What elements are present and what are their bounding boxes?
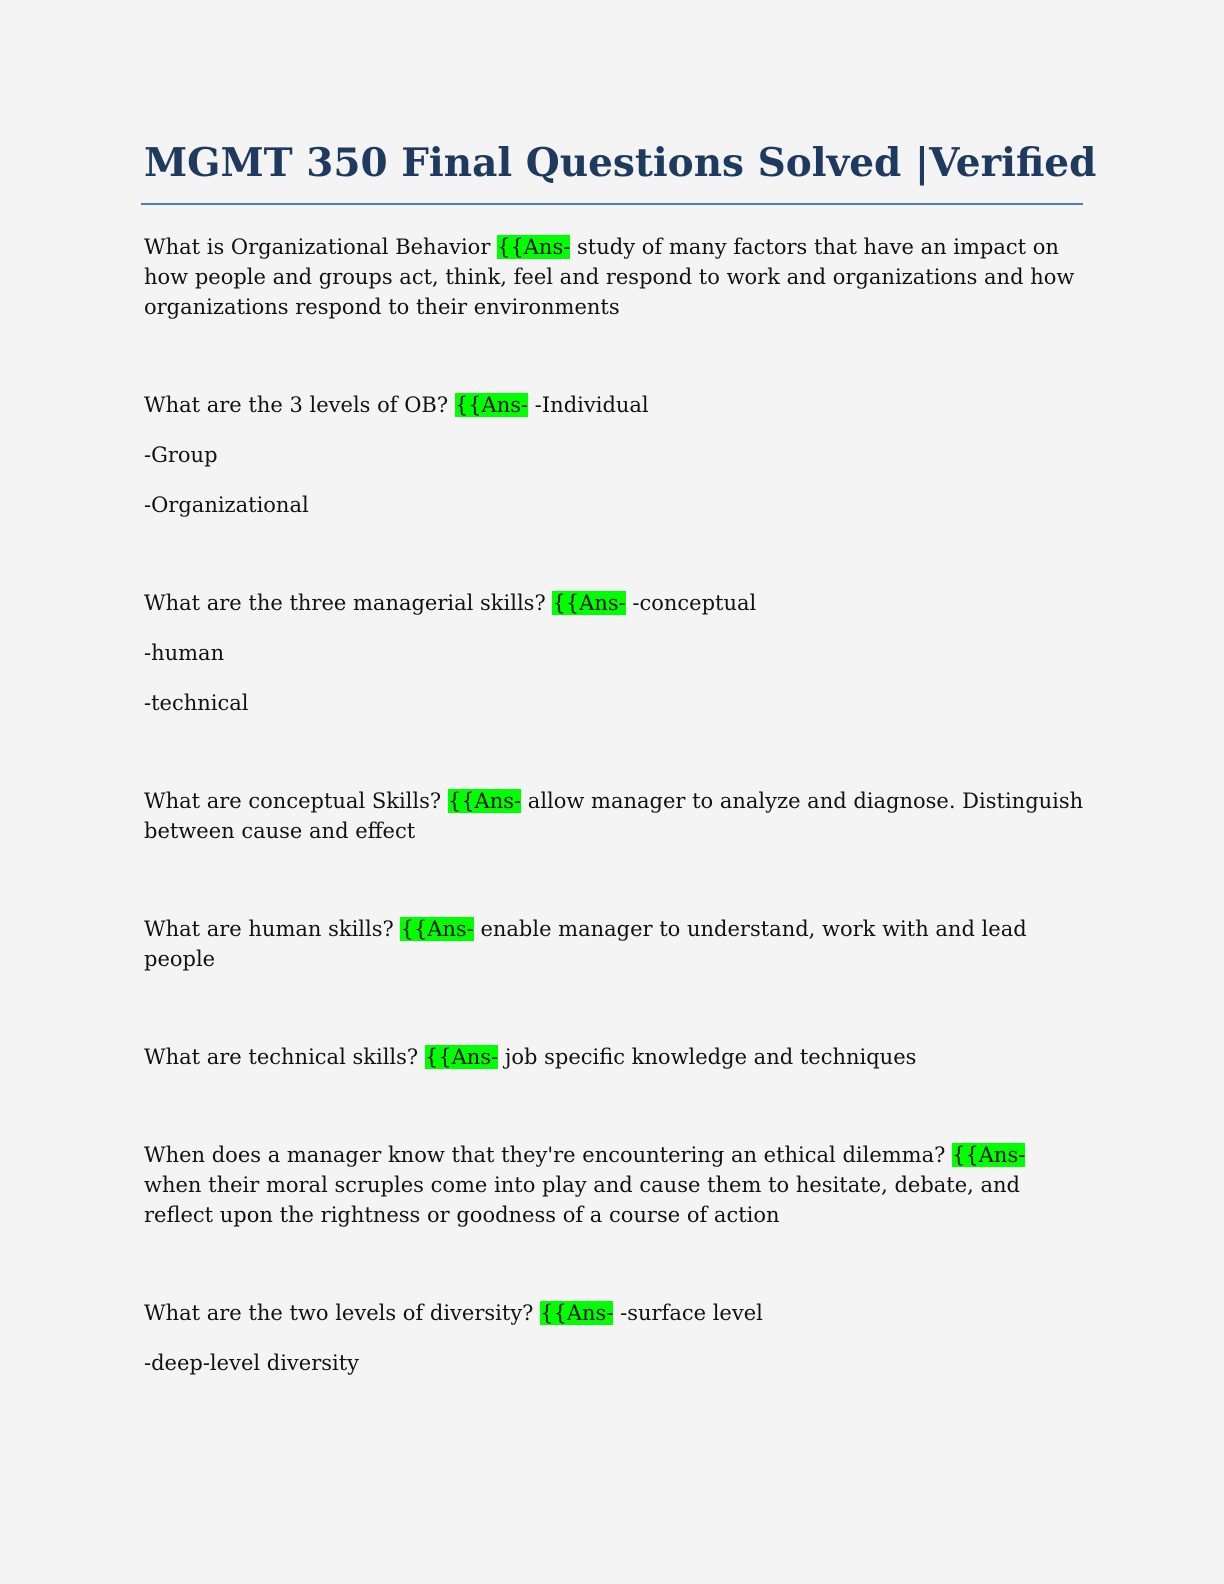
question-text: What are the 3 levels of OB? (144, 393, 449, 417)
answer-text: enable manager to understand, work with and lead people (144, 917, 1027, 971)
qa-list (144, 232, 1084, 1446)
qa-line (144, 914, 1084, 974)
answer-marker: {{Ans- (424, 1045, 499, 1069)
qa-line (144, 588, 1084, 618)
answer-marker: {{Ans- (952, 1143, 1026, 1167)
question-text: What are human skills? (144, 917, 394, 941)
question-text: What are the three managerial skills? (144, 591, 546, 615)
answer-marker: {{Ans- (497, 235, 571, 259)
answer-list-item: -deep-level diversity (144, 1351, 360, 1375)
qa-line (144, 1298, 1084, 1328)
question-text: What are conceptual Skills? (144, 789, 442, 813)
answer-marker: {{Ans- (400, 917, 474, 941)
answer-marker: {{Ans- (454, 393, 529, 417)
qa-item (144, 1042, 1084, 1072)
qa-item (144, 588, 1084, 718)
qa-line (144, 390, 1084, 420)
qa-line (144, 232, 1084, 322)
answer-marker: {{Ans- (540, 1301, 614, 1325)
answer-text: -Individual (528, 393, 649, 417)
qa-line (144, 1140, 1084, 1230)
answer-text: study of many factors that have an impact on how people and groups act, think, feel and respond to work and organizations and how organizations respond to their environments (144, 235, 1075, 319)
answer-text: job specific knowledge and techniques (498, 1045, 917, 1069)
question-text: When does a manager know that they're encountering an ethical dilemma? (144, 1143, 946, 1167)
qa-item (144, 1140, 1084, 1230)
qa-item (144, 786, 1084, 846)
question-text: What are technical skills? (144, 1045, 419, 1069)
question-text: What is Organizational Behavior (144, 235, 491, 259)
page-title: MGMT 350 Final Questions Solved |Verified (144, 140, 1097, 186)
qa-item (144, 1298, 1084, 1378)
answer-text: -conceptual (625, 591, 757, 615)
answer-list-item: -Group (144, 443, 218, 467)
answer-text: allow manager to analyze and diagnose. Distinguish between cause and effect (144, 789, 1084, 843)
qa-item (144, 232, 1084, 322)
answer-list-item: -technical (144, 691, 249, 715)
question-text: What are the two levels of diversity? (144, 1301, 534, 1325)
answer-marker: {{Ans- (447, 789, 522, 813)
answer-text: when their moral scruples come into play and cause them to hesitate, debate, and reflect upon the rightness or goodness of a course of action (144, 1173, 1020, 1227)
answer-marker: {{Ans- (552, 591, 626, 615)
qa-line (144, 786, 1084, 846)
answer-text: -surface level (613, 1301, 763, 1325)
title-underline (141, 203, 1083, 205)
qa-line (144, 1042, 1084, 1072)
qa-item (144, 914, 1084, 974)
answer-list-item: -human (144, 641, 225, 665)
answer-list-item: -Organizational (144, 493, 309, 517)
qa-item (144, 390, 1084, 520)
